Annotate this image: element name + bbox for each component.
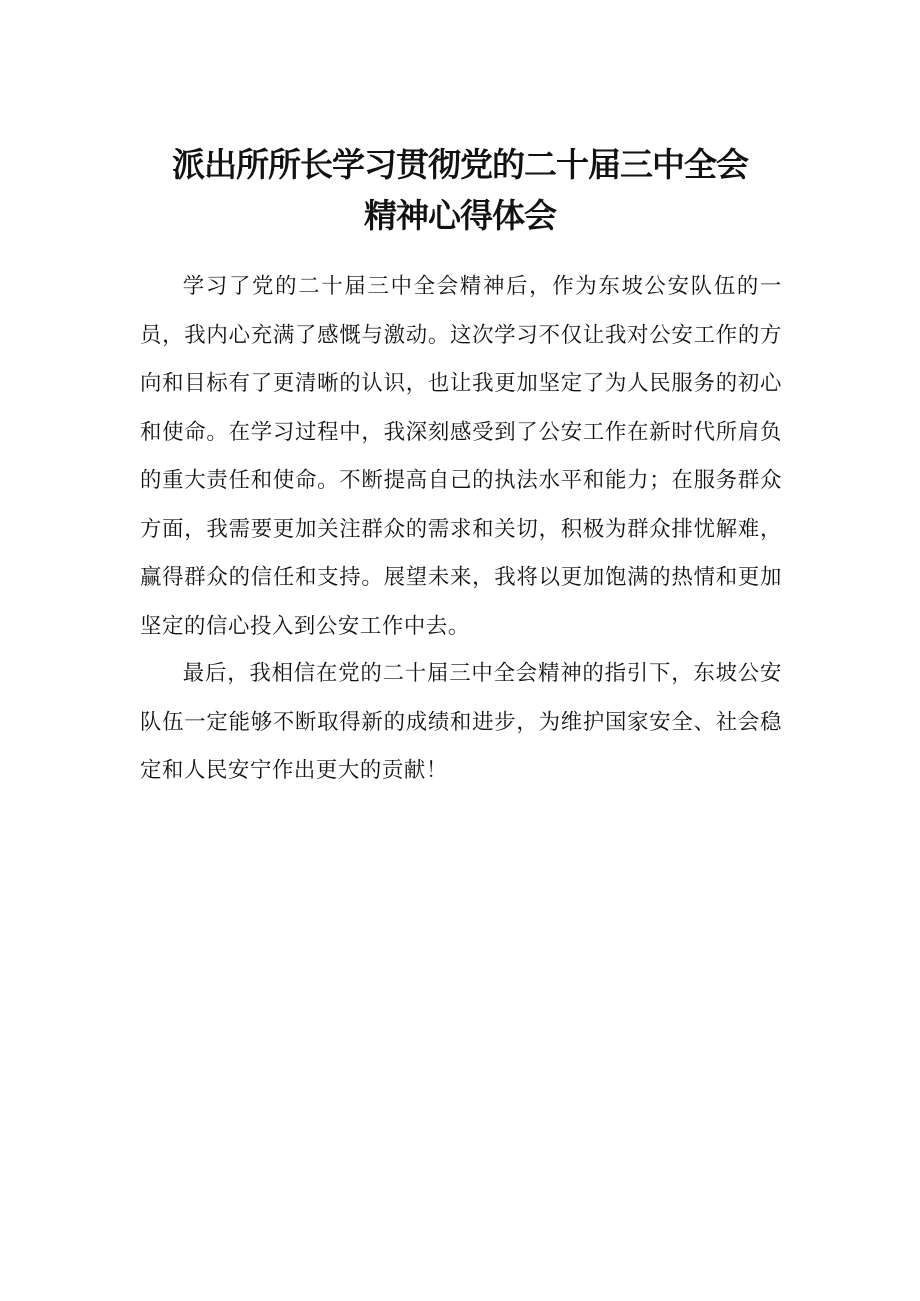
body-paragraph-1: 学习了党的二十届三中全会精神后，作为东坡公安队伍的一员，我内心充满了感慨与激动。这次学习不仅让我对公安工作的方向和目标有了更清晰的认识，也让我更加坚定了为人民服务的初心和使命。在学习过程中，我深刻感受到了公安工作在新时代所肩负的重大责任和使命。不断提高自己的执法水平和能力；在服务群众方面，我需要更加关注群众的需求和关切，积极为群众排忧解难，赢得群众的信任和支持。展望未来，我将以更加饱满的热情和更加坚定的信心投入到公安工作中去。 xyxy=(140,274,782,639)
document-title-line-1: 派出所所长学习贯彻党的二十届三中全会 xyxy=(172,145,748,184)
document-title-line-2: 精神心得体会 xyxy=(364,196,556,235)
body-paragraph-2: 最后，我相信在党的二十届三中全会精神的指引下，东坡公安队伍一定能够不断取得新的成绩和进步，为维护国家安全、社会稳定和人民安宁作出更大的贡献！ xyxy=(140,661,782,783)
